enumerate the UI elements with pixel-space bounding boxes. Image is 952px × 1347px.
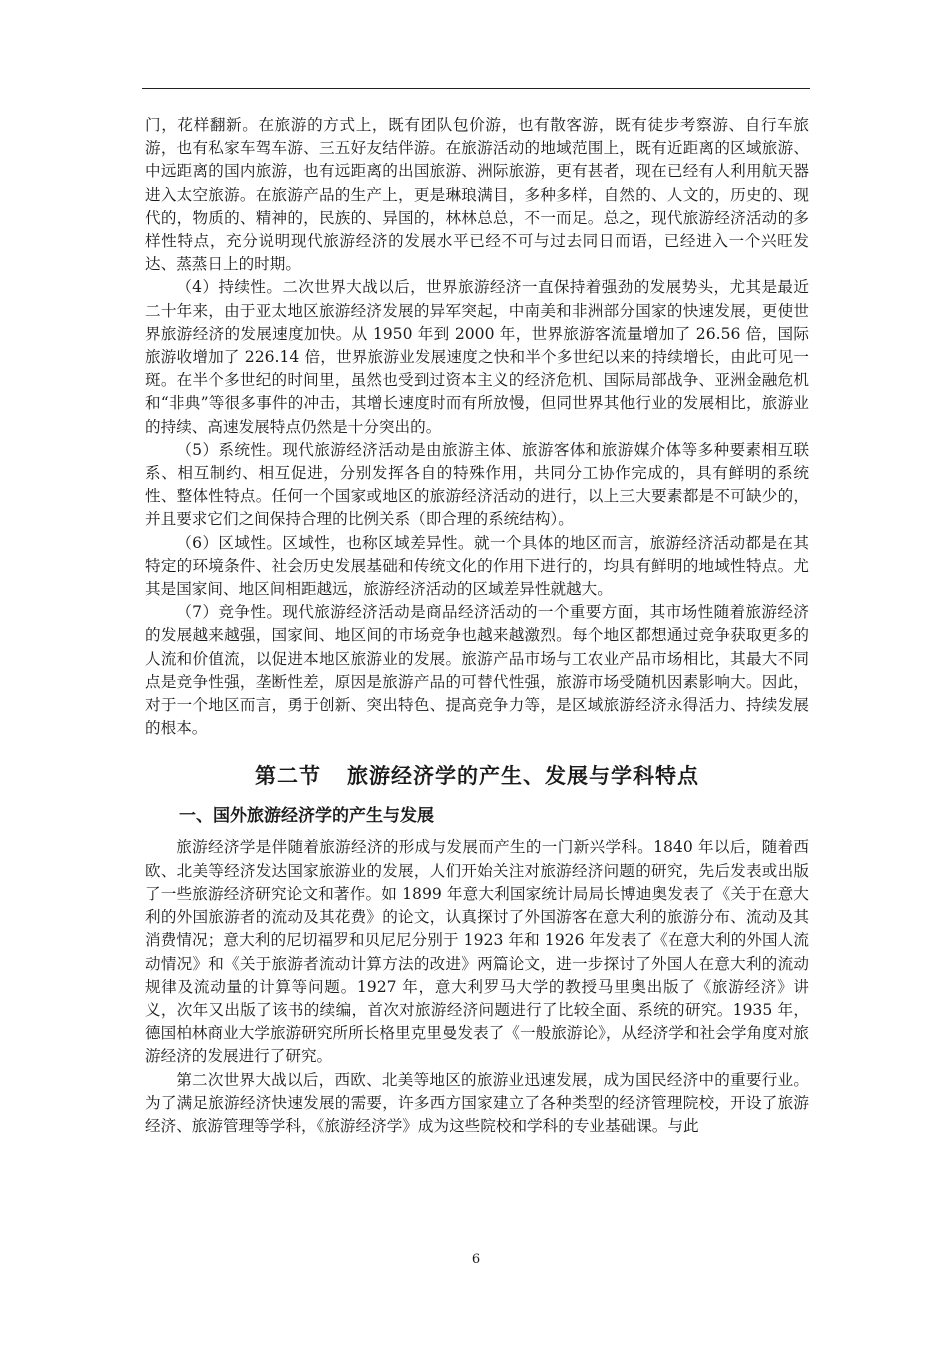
section-heading: 旅游经济学的产生、发展与学科特点 xyxy=(347,763,699,789)
paragraph-systematic: （5）系统性。现代旅游经济活动是由旅游主体、旅游客体和旅游媒介体等多种要素相互联系、相互制约、相互促进，分别发挥各自的特殊作用，共同分工协作完成的，具有鲜明的系统性、整体性特点。任何一个国家或地区的旅游经济活动的进行，以上三大要素都是不可缺少的，并且要求它们之间保持合理的比例关系（即合理的系统结构）。 xyxy=(145,440,809,529)
paragraph-competitive: （7）竞争性。现代旅游经济活动是商品经济活动的一个重要方面，其市场性随着旅游经济的发展越来越强，国家间、地区间的市场竞争也越来越激烈。每个地区都想通过竞争获取更多的人流和价值流，以促进本地区旅游业的发展。旅游产品市场与工农业产品市场相比，其最大不同点是竞争性强，垄断性差，原因是旅游产品的可替代性强，旅游市场受随机因素影响大。因此，对于一个地区而言，勇于创新、突出特色、提高竞争力等，是区域旅游经济永得活力、持续发展的根本。 xyxy=(145,603,809,738)
subsection-title: 一、国外旅游经济学的产生与发展 xyxy=(179,806,434,827)
paragraph-regional: （6）区域性。区域性，也称区域差异性。就一个具体的地区而言，旅游经济活动都是在其特定的环境条件、社会历史发展基础和传统文化的作用下进行的，均具有鲜明的地域性特点。尤其是国家间、地区间相距越远，旅游经济活动的区域差异性就越大。 xyxy=(145,533,809,599)
paragraph-continuation: 门，花样翻新。在旅游的方式上，既有团队包价游，也有散客游，既有徒步考察游、自行车旅游，也有私家车驾车游、三五好友结伴游。在旅游活动的地域范围上，既有近距离的区域旅游、中远距离的国内旅游，也有远距离的出国旅游、洲际旅游，更有甚者，现在已经有人利用航天器进入太空旅游。在旅游产品的生产上，更是琳琅满目，多种多样，自然的、人文的，历史的、现代的，物质的、精神的，民族的、异国的，林林总总，不一而足。总之，现代旅游经济活动的多样性特点，充分说明现代旅游经济的发展水平已经不可与过去同日而语，已经进入一个兴旺发达、蒸蒸日上的时期。 xyxy=(145,116,809,274)
section-title xyxy=(145,762,809,790)
paragraph-postwar: 第二次世界大战以后，西欧、北美等地区的旅游业迅速发展，成为国民经济中的重要行业。为了满足旅游经济快速发展的需要，许多西方国家建立了各种类型的经济管理院校，开设了旅游经济、旅游管理等学科，《旅游经济学》成为这些院校和学科的专业基础课。与此 xyxy=(145,1070,809,1135)
section-number: 第二节 xyxy=(255,763,321,789)
body-text xyxy=(145,114,809,1138)
page-number: 6 xyxy=(471,1252,481,1267)
header-rule xyxy=(142,88,810,89)
paragraph-foreign-origins: 旅游经济学是伴随着旅游经济的形成与发展而产生的一门新兴学科。1840 年以后，随着西欧、北美等经济发达国家旅游业的发展，人们开始关注对旅游经济问题的研究，先后发表或出版了一些旅游经济研究论文和著作。如 1899 年意大利国家统计局局长博迪奥发表了《关于在意大利的外国旅游者的流动及其花费》的论文，认真探讨了外国游客在意大利的旅游分布、流动及其消费情况；意大利的尼切福罗和贝尼尼分别于 1923 年和 1926 年发表了《在意大利的外国人流动情况》和《关于旅游者流动计算方法的改进》两篇论文，进一步探讨了外国人在意大利的流动规律及流动量的计算等问题。1927 年，意大利罗马大学的教授马里奥出版了《旅游经济》讲义，次年又出版了该书的续编，首次对旅游经济问题进行了比较全面、系统的研究。1935 年，德国柏林商业大学旅游研究所所长格里克里曼发表了《一般旅游论》，从经济学和社会学角度对旅游经济的发展进行了研究。 xyxy=(145,838,809,1066)
paragraph-sustainability: （4）持续性。二次世界大战以后，世界旅游经济一直保持着强劲的发展势头，尤其是最近二十年来，由于亚太地区旅游经济发展的异军突起，中南美和非洲部分国家的快速发展，更使世界旅游经济的发展速度加快。从 1950 年到 2000 年，世界旅游客流量增加了 26.56 倍，国际旅游收增加了 226.14 倍，世界旅游业发展速度之快和半个多世纪以来的持续增长，由此可见一斑。在半个多世纪的时间里，虽然也受到过资本主义的经济危机、国际局部战争、亚洲金融危机和“非典”等很多事件的冲击，其增长速度时而有所放慢，但同世界其他行业的发展相比，旅游业的持续、高速发展特点仍然是十分突出的。 xyxy=(145,278,809,436)
